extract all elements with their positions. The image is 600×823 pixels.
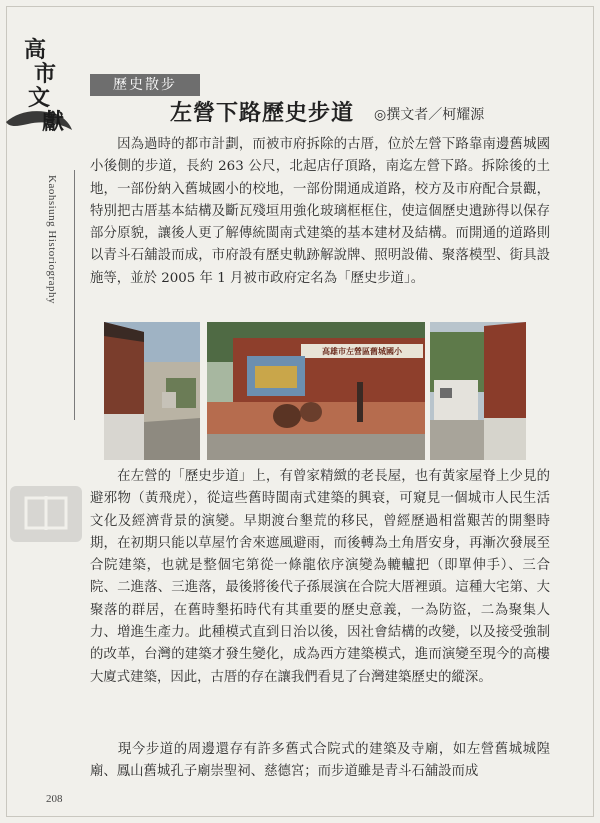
author-byline: ◎撰文者／柯耀源 xyxy=(374,107,485,123)
body-paragraph: 現今步道的周邊還存有許多舊式合院式的建築及寺廟，如左營舊城城隍廟、鳳山舊城孔子廟崇聖祠、慈德宮；而步道雖是青斗石舖設而成 xyxy=(90,742,550,780)
magazine-logo xyxy=(18,38,78,158)
logo-char: 高 xyxy=(23,37,46,63)
article-title: 左營下路歷史步道 xyxy=(170,100,355,126)
logo-char: 市 xyxy=(33,61,56,87)
margin-divider xyxy=(74,170,75,420)
logo-char: 文 xyxy=(27,85,50,111)
body-paragraph: 因為過時的都市計劃，而被市府拆除的古厝，位於左營下路靠南邊舊城國小後側的步道，長約 263 公尺，北起店仔頂路，南迄左營下路。拆除後的土地，一部份納入舊城國小的校地，一部份開通成道路，校方及市府配合景觀，特別把古厝基本結構及斷瓦殘垣用強化玻璃框框住，使這個歷史遺跡得以保存部分原貌，讓後人更了解傳統閩南式建築的基本建材及結構。而開通的道路則以青斗石舖設而成，市府設有歷史軌跡解說牌、照明設備、聚落模型、街具設施等，並於 2005 年 1 月被市政府定名為「歷史步道」。 xyxy=(90,137,550,286)
school-sign-photo xyxy=(207,322,425,460)
body-paragraph: 在左營的「歷史步道」上，有曾家精緻的老長屋，也有黃家屋脊上少見的避邪物（黃飛虎），從這些舊時閩南式建築的興衰，可窺見一個城市人民生活文化及經濟背景的演變。早期渡台墾荒的移民，曾經歷過相當艱苦的開墾時期，在初期只能以草屋竹舍來遮風避雨，而後轉為土角厝安身，再漸次發展至合院建築，也就是整個宅第從一條龍依序演變為轆轤把（即單伸手）、三合院、二進落、三進落，最後將後代子孫展演在合院大厝裡頭。這種大宅第、大聚落的群居，在舊時墾拓時代有其重要的歷史意義，一為防盜，二為聚集人力、增進生產力。此種模式直到日治以後，因社會結構的改變，以及接受強制的改革，台灣的建築才發生變化，成為西方建築模式，進而演變至現今的高樓大廈式建築，因此，古厝的存在讓我們看見了台灣建築歷史的縱深。 xyxy=(90,469,550,685)
page-number: 208 xyxy=(46,793,63,805)
school-sign-text: 高雄市左營區舊城國小 xyxy=(322,346,402,356)
lane-photo xyxy=(430,322,526,460)
brush-stroke-icon xyxy=(4,104,74,134)
vertical-journal-label: Kaohsiung Historiography xyxy=(46,175,58,305)
stone-watermark-icon xyxy=(8,478,88,548)
section-tag: 歷史散步 xyxy=(90,74,200,96)
alley-photo xyxy=(104,322,200,460)
